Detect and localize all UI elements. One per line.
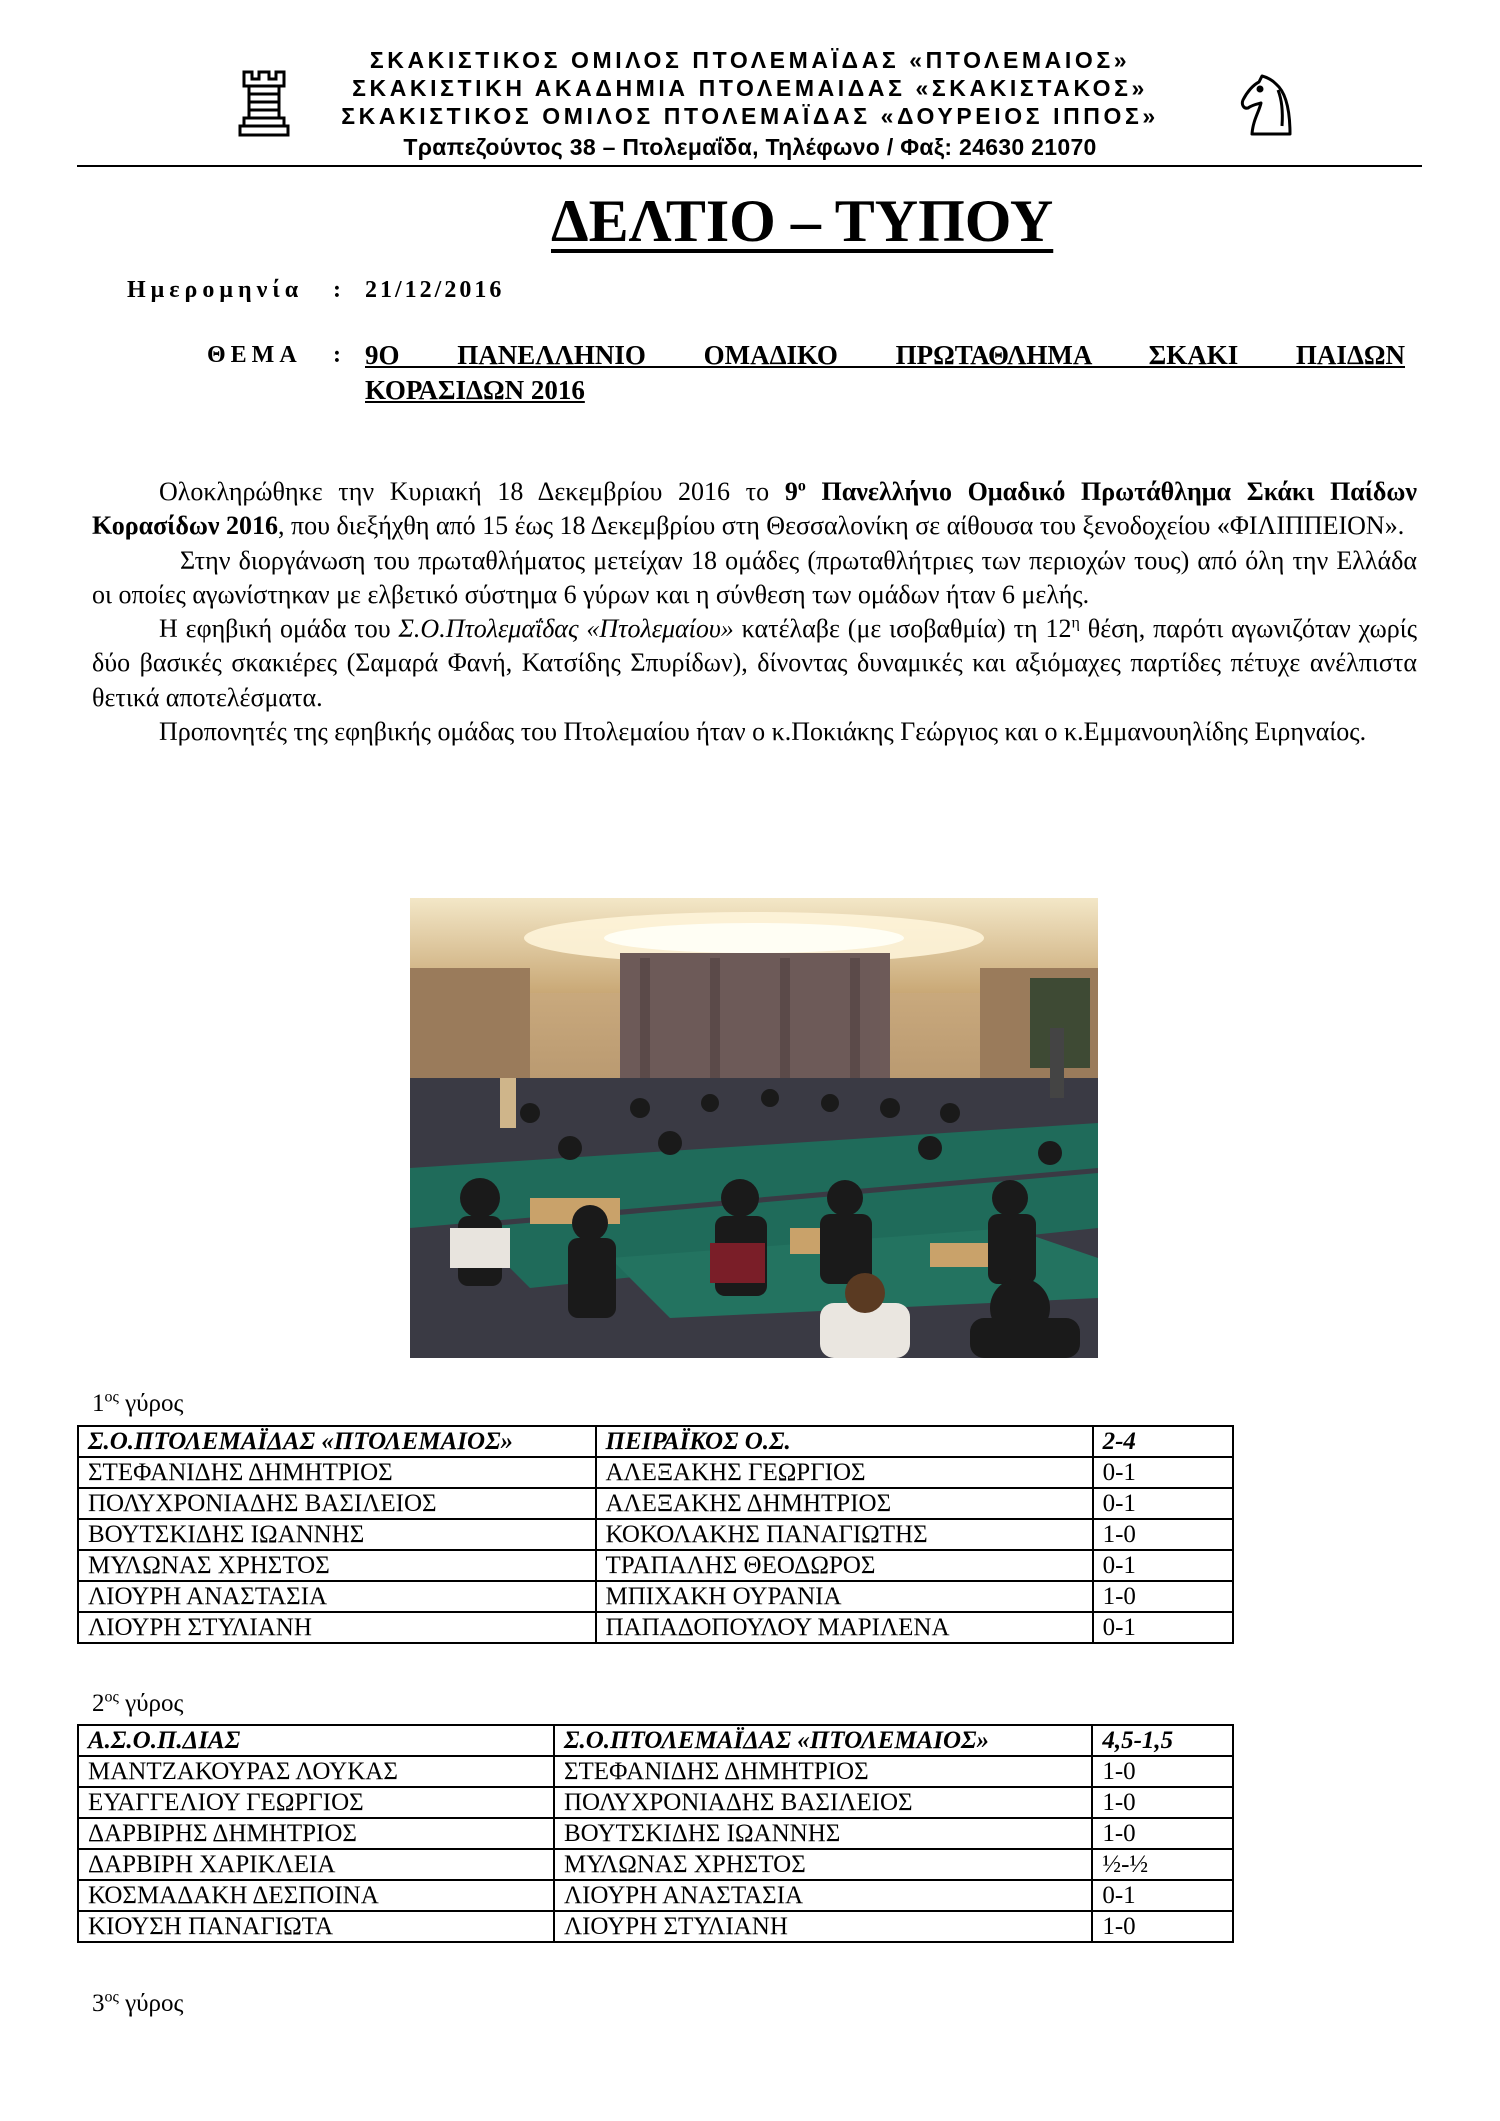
table-row: ΜΥΛΩΝΑΣ ΧΡΗΣΤΟΣ ΤΡΑΠΑΛΗΣ ΘΕΟΔΩΡΟΣ 0-1	[78, 1550, 1233, 1581]
press-release-body	[92, 475, 1417, 749]
table-row: ΕΥΑΓΓΕΛΙΟΥ ΓΕΩΡΓΙΟΣ ΠΟΛΥΧΡΟΝΙΑΔΗΣ ΒΑΣΙΛΕΙΟΣ 1-0	[78, 1787, 1233, 1818]
paragraph-4: Προπονητές της εφηβικής ομάδας του Πτολεμαίου ήταν ο κ.Ποκιάκης Γεώργιος και ο κ.Εμμανουηλίδης Ειρηναίος.	[159, 717, 1367, 747]
table-row: ΒΟΥΤΣΚΙΔΗΣ ΙΩΑΝΝΗΣ ΚΟΚΟΛΑΚΗΣ ΠΑΝΑΓΙΩΤΗΣ 1-0	[78, 1519, 1233, 1550]
header-address: Τραπεζούντος 38 – Πτολεμαΐδα, Τηλέφωνο / Φαξ: 24630 21070	[403, 134, 1097, 160]
paragraph-3: Η εφηβική ομάδα του Σ.Ο.Πτολεμαΐδας «Πτολεμαίου» κατέλαβε (με ισοβαθμία) τη $12^\eta$ θέση, παρότι αγωνιζόταν χωρίς δύο βασικές σκακιέρες (Σαμαρά Φανή, Κατσίδης Σπυρίδων), δίνοντας δυναμικές και αξιόμαχες παρτίδες πέτυχε ανέλπιστα θετικά αποτελέσματα.	[92, 614, 1417, 712]
table-row: ΔΑΡΒΙΡΗ ΧΑΡΙΚΛΕΙΑ ΜΥΛΩΝΑΣ ΧΡΗΣΤΟΣ ½-½	[78, 1849, 1233, 1880]
date-separator: :	[333, 277, 346, 303]
subject-label: ΘΕΜΑ	[207, 342, 302, 368]
header-club-3: ΣΚΑΚΙΣΤΙΚΟΣ ΟΜΙΛΟΣ ΠΤΟΛΕΜΑΪΔΑΣ «ΔΟΥΡΕΙΟΣ ΙΠΠΟΣ»	[341, 103, 1159, 129]
away-team: ΠΕΙΡΑΪΚΟΣ Ο.Σ.	[596, 1426, 1093, 1457]
away-team: Σ.Ο.ΠΤΟΛΕΜΑΪΔΑΣ «ΠΤΟΛΕΜΑΙΟΣ»	[554, 1725, 1092, 1756]
round-1-label: $1^{o\varsigma}$ γύρος	[92, 1388, 184, 1417]
table-row: ΔΑΡΒΙΡΗΣ ΔΗΜΗΤΡΙΟΣ ΒΟΥΤΣΚΙΔΗΣ ΙΩΑΝΝΗΣ 1-0	[78, 1818, 1233, 1849]
table-row: ΚΙΟΥΣΗ ΠΑΝΑΓΙΩΤΑ ΛΙΟΥΡΗ ΣΤΥΛΙΑΝΗ 1-0	[78, 1911, 1233, 1942]
table-header-row	[78, 1725, 1233, 1756]
document-title: ΔΕΛΤΙΟ – ΤΥΠΟΥ	[551, 188, 1054, 254]
table-header-row	[78, 1426, 1233, 1457]
round-2-label: $2^{o\varsigma}$ γύρος	[92, 1688, 184, 1717]
round-2-table	[77, 1724, 1234, 1943]
match-score: 4,5-1,5	[1092, 1725, 1233, 1756]
match-score: 2-4	[1093, 1426, 1233, 1457]
header-club-2: ΣΚΑΚΙΣΤΙΚΗ ΑΚΑΔΗΜΙΑ ΠΤΟΛΕΜΑΙΔΑΣ «ΣΚΑΚΙΣΤΑΚΟΣ»	[352, 75, 1148, 101]
table-row: ΠΟΛΥΧΡΟΝΙΑΔΗΣ ΒΑΣΙΛΕΙΟΣ ΑΛΕΞΑΚΗΣ ΔΗΜΗΤΡΙΟΣ 0-1	[78, 1488, 1233, 1519]
subject-line-1: 9Ο ΠΑΝΕΛΛΗΝΙΟ ΟΜΑΔΙΚΟ ΠΡΩΤΑΘΛΗΜΑ ΣΚΑΚΙ ΠΑΙΔΩΝ	[365, 340, 1405, 370]
round-3-label: $3^{o\varsigma}$ γύρος	[92, 1988, 184, 2017]
table-row: ΣΤΕΦΑΝΙΔΗΣ ΔΗΜΗΤΡΙΟΣ ΑΛΕΞΑΚΗΣ ΓΕΩΡΓΙΟΣ 0-1	[78, 1457, 1233, 1488]
header-rule	[77, 165, 1422, 167]
table-row: ΛΙΟΥΡΗ ΣΤΥΛΙΑΝΗ ΠΑΠΑΔΟΠΟΥΛΟΥ ΜΑΡΙΛΕΝΑ 0-1	[78, 1612, 1233, 1643]
subject-line-2: ΚΟΡΑΣΙΔΩΝ 2016	[365, 375, 585, 405]
paragraph-2: Στην διοργάνωση του πρωταθλήματος μετείχαν 18 ομάδες (πρωταθλήτριες των περιοχών τους) από όλη την Ελλάδα οι οποίες αγωνίστηκαν με ελβετικό σύστημα 6 γύρων και η σύνθεση των ομάδων ήταν 6 μελής.	[92, 545, 1417, 609]
table-row: ΜΑΝΤΖΑΚΟΥΡΑΣ ΛΟΥΚΑΣ ΣΤΕΦΑΝΙΔΗΣ ΔΗΜΗΤΡΙΟΣ 1-0	[78, 1756, 1233, 1787]
home-team: Α.Σ.Ο.Π.ΔΙΑΣ	[78, 1725, 554, 1756]
round-1-table	[77, 1425, 1234, 1644]
date-label: Ημερομηνία	[127, 277, 304, 303]
header-club-1: ΣΚΑΚΙΣΤΙΚΟΣ ΟΜΙΛΟΣ ΠΤΟΛΕΜΑΪΔΑΣ «ΠΤΟΛΕΜΑΙΟΣ»	[369, 47, 1131, 73]
table-row: ΚΟΣΜΑΔΑΚΗ ΔΕΣΠΟΙΝΑ ΛΙΟΥΡΗ ΑΝΑΣΤΑΣΙΑ 0-1	[78, 1880, 1233, 1911]
date-value: 21/12/2016	[365, 277, 505, 303]
tournament-hall-photo	[410, 898, 1098, 1358]
subject-separator: :	[333, 342, 346, 368]
home-team: Σ.Ο.ΠΤΟΛΕΜΑΪΔΑΣ «ΠΤΟΛΕΜΑΙΟΣ»	[78, 1426, 596, 1457]
paragraph-1: Ολοκληρώθηκε την Κυριακή 18 Δεκεμβρίου 2016 το $9^o$ Πανελλήνιο Ομαδικό Πρωτάθλημα Σκάκι Παίδων Κορασίδων 2016, που διεξήχθη από 15 έως 18 Δεκεμβρίου στη Θεσσαλονίκη σε αίθουσα του ξενοδοχείου «ΦΙΛΙΠΠΕΙΟΝ».	[92, 477, 1417, 541]
table-row: ΛΙΟΥΡΗ ΑΝΑΣΤΑΣΙΑ ΜΠΙΧΑΚΗ ΟΥΡΑΝΙΑ 1-0	[78, 1581, 1233, 1612]
